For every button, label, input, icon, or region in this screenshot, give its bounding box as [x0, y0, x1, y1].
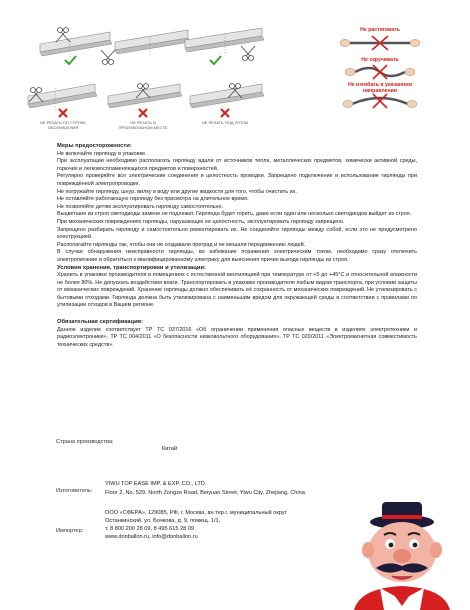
- importer-label: Импортер:: [56, 528, 84, 534]
- caption-cut-label: НЕ РЕЗАТЬ ПО СТРОКЕ ОБОЗНАЧЕНИЯ: [40, 120, 86, 130]
- no-twist-figure: [345, 65, 415, 79]
- check-icon: [65, 56, 76, 64]
- manufacturer-label: Изготовитель:: [56, 488, 93, 494]
- storage-title: Условия хранения, транспортировки и утилизации:: [57, 264, 206, 271]
- cross-icon: [221, 109, 229, 117]
- scissors-icon: [241, 46, 255, 61]
- label-no-bend: Не изгибать в указанном направлении: [347, 82, 413, 94]
- country-value: Китай: [162, 446, 178, 452]
- precaution-item: Не включайте гирлянду в упаковке.: [57, 150, 147, 157]
- no-bend-figure: [343, 94, 417, 108]
- scissors-icon: [101, 50, 115, 65]
- manufacturer-name: YIWU TOP EASE IMP. & EXP. CO., LTD.: [105, 481, 207, 487]
- strip-wrong-2: [108, 84, 182, 108]
- importer-line-4: www.donballon.ru, info@donballon.ru: [105, 534, 198, 540]
- precaution-item: Выцветшие из строя светодиоды замене не подлежат. Гирлянда будет гореть, даже если один или несколько светодиодов выйдет из строя.: [57, 211, 412, 218]
- strip-correct-1: [40, 32, 112, 58]
- no-stretch-figure: [340, 36, 420, 50]
- precaution-item: Не позволяйте детям эксплуатировать гирлянду самостоятельно.: [57, 203, 223, 210]
- cross-icon: [139, 109, 147, 117]
- manufacturer-address: Floor 2, No. 529, North Zongze Road, Beiyuan Street, Yiwu City, Zhejiang, China: [105, 490, 305, 496]
- precaution-item: Не оставляйте работающую гирлянду без присмотра на длительное время.: [57, 196, 249, 203]
- importer-line-1: ООО «СФЕРА», 129085, РФ, г. Москва, вн.тер.г. муниципальный округ: [105, 510, 287, 516]
- importer-line-3: т. 8 800 200 28 09, 8 495 615 28 09: [105, 526, 195, 532]
- label-no-twist: Не скручивать: [361, 57, 399, 63]
- diagram-graphic: [0, 0, 470, 140]
- precaution-item: Располагайте гирлянды так, чтобы они не создавали преград и не мешали передвижению людей.: [57, 241, 306, 248]
- installation-diagrams: [0, 0, 470, 140]
- certification-text: Данное изделие соответствует ТР ТС 037/2016 «Об ограничении применения опасных веществ в изделиях электротехники и радиоэлектроники», ТР ТС 004/2011 «О безопасности низковольтного оборудования», ТР ТС 020/2011 «Электромагнитная совместимость технических средств».: [57, 326, 417, 348]
- strip-wrong-3: [190, 84, 264, 108]
- precaution-item: При эксплуатации необходимо располагать гирлянду вдали от источников тепла, металлических предметов, химически активной среды, горючих и легковоспламеняющихся предметов и поверхностей.: [57, 158, 417, 172]
- caption-cut-random: НЕ РЕЗАТЬ В ПРОИЗВОЛЬНОМ МЕСТЕ: [118, 120, 168, 130]
- label-no-stretch: Не растягивать: [360, 27, 400, 33]
- cross-icon: [59, 109, 67, 117]
- precautions-title: Меры предосторожности:: [57, 143, 132, 149]
- precaution-item: В случае обнаружения неисправности гирлянды, во избежание поражения электрическим током, необходимо сразу отключить электропитание и обратиться к квалифицированному электрику для выяснения причин выхода гирлянды из строя.: [57, 249, 417, 263]
- strip-correct-3: [185, 28, 264, 54]
- storage-text: Хранить в упаковке производителя в помещениях с естественной вентиляцией при температуре от +5 до +45°С и относительной влажности не более 80%. Не допускать воздействия влаги. Транспортировать в упаковке производителя любым видом транспорта, при условии защиты от механических повреждений. Хранение гирлянды должно обеспечивать её сохранность от механических повреждений. Не утилизировать с бытовыми отходами. Гирлянда должна быть утилизирована с наименьшим вредом для окружающей среды в соответствии с правилами по утилизации отходов в Вашем регионе.: [57, 272, 417, 309]
- caption-cut-angle: НЕ РЕЗАТЬ ПОД УГЛОМ: [201, 120, 249, 125]
- check-icon: [210, 56, 221, 64]
- mascot-illustration: [330, 500, 470, 610]
- precaution-item: Запрещено разбирать гирлянду и самостоятельно ремонтировать их. Не соединяйте гирлянды между собой, если это не предусмотрено конструкцией.: [57, 226, 417, 241]
- precaution-item: При механических повреждениях гирлянды, нарушающих ее целостность, эксплуатировать гирлянду запрещено.: [57, 218, 345, 225]
- precaution-item: Регулярно проверяйте все электрические соединения и целостность проводки. Запрещено подключение и использование гирлянды при повреждённой электропроводке.: [57, 173, 417, 187]
- precaution-item: Не погружайте гирлянду, шнур, вилку в воду или другие жидкости для того, чтобы очистить их.: [57, 188, 297, 195]
- importer-line-2: Останкинский, ул. Бочкова, д. 9, помещ. 1/1,: [105, 518, 221, 524]
- certification-title: Обязательная сертификация:: [57, 319, 143, 326]
- country-label: Страна производства:: [56, 439, 114, 445]
- strip-correct-2: [115, 30, 190, 56]
- instructions-body: [57, 143, 417, 349]
